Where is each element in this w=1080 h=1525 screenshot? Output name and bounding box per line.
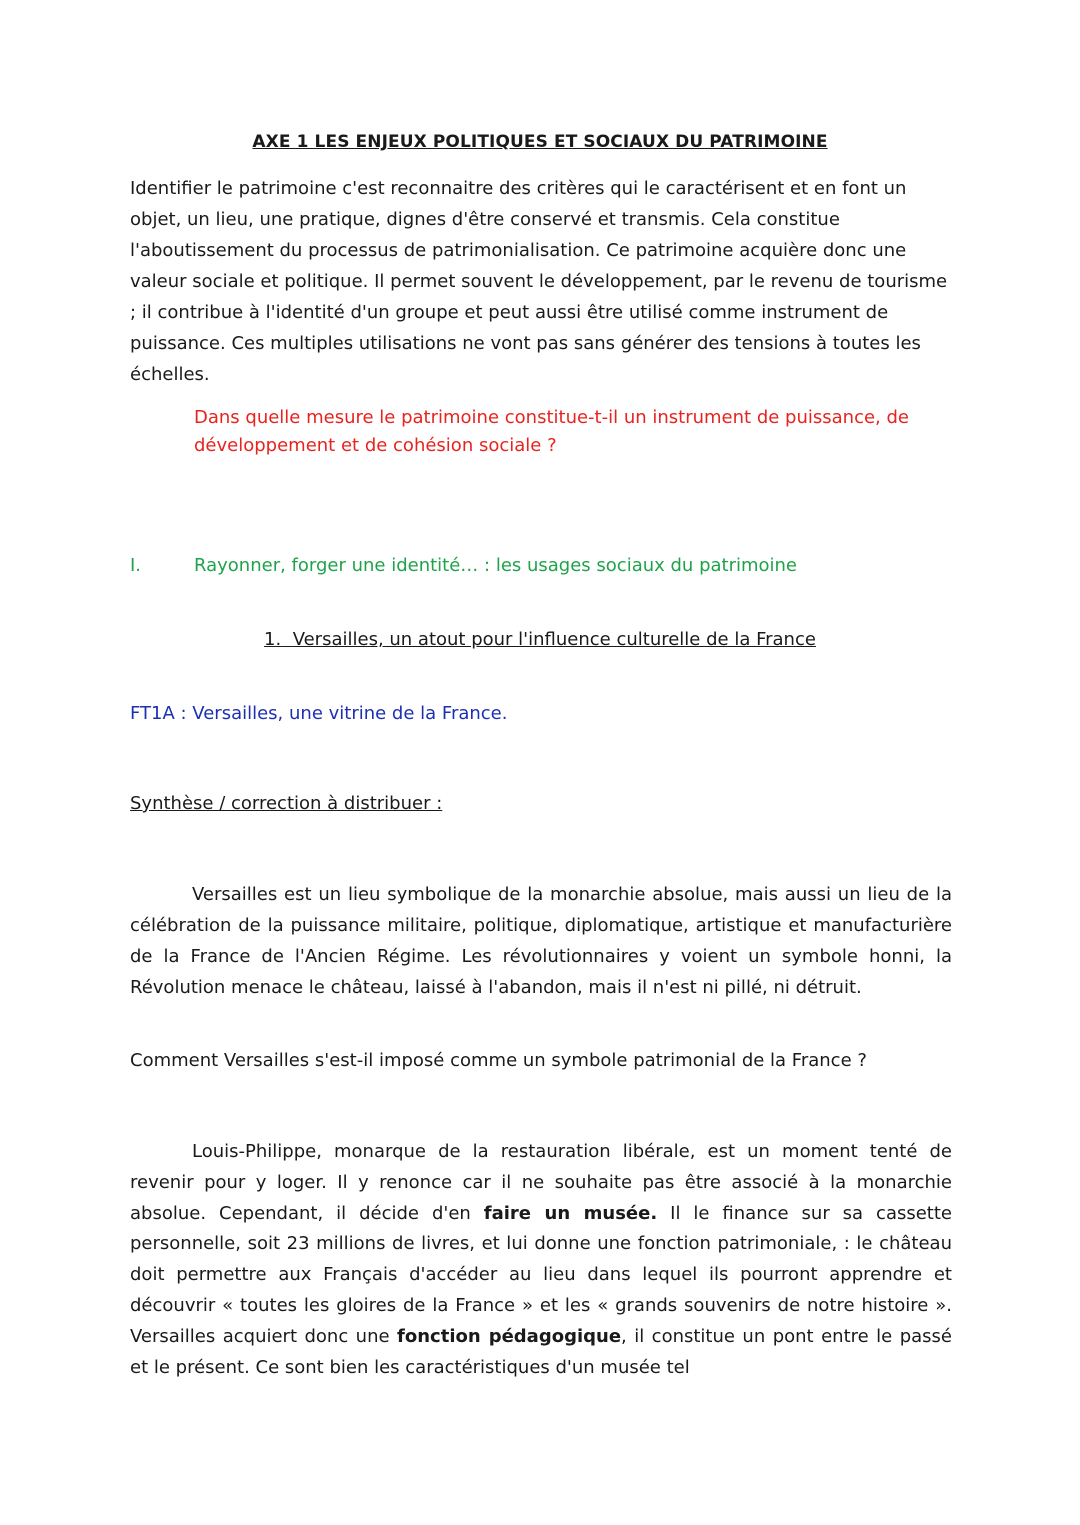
section-number: I.: [130, 555, 142, 576]
subsection-number: 1.: [264, 629, 282, 650]
problematique: Dans quelle mesure le patrimoine constitue-t-il un instrument de puissance, de développement et de cohésion sociale ?: [194, 407, 909, 456]
question: Comment Versailles s'est-il imposé comme un symbole patrimonial de la France ?: [130, 1050, 867, 1071]
synthese-label: Synthèse / correction à distribuer :: [130, 793, 443, 814]
fiche-reference: FT1A : Versailles, une vitrine de la France.: [130, 703, 508, 724]
document-title: AXE 1 LES ENJEUX POLITIQUES ET SOCIAUX DU PATRIMOINE: [252, 132, 828, 152]
section-heading: [130, 552, 952, 580]
paragraph2-part3: , il constitue un pont entre le passé et le présent. Ce sont bien les caractéristiques d'un musée tel: [130, 1325, 952, 1378]
paragraph2-part1: Louis-Philippe, monarque de la restauration libérale, est un moment tenté de revenir pour y loger. Il y renonce car il ne souhaite pas être associé à la monarchie absolue. Cependant, il décide d'en: [130, 1141, 952, 1224]
intro-paragraph: Identifier le patrimoine c'est reconnaitre des critères qui le caractérisent et en font un objet, un lieu, une pratique, dignes d'être conservé et transmis. Cela constitue l'aboutissement du processus de patrimonialisation. Ce patrimoine acquière donc une valeur sociale et politique. Il permet souvent le développement, par le revenu de tourisme ; il contribue à l'identité d'un groupe et peut aussi être utilisé comme instrument de puissance. Ces multiples utilisations ne vont pas sans générer des tensions à toutes les échelles.: [130, 178, 948, 385]
section-title: Rayonner, forger une identité… : les usages sociaux du patrimoine: [194, 555, 798, 576]
paragraph-louis-philippe: [130, 1137, 952, 1383]
subsection-heading: [0, 626, 1080, 654]
paragraph2-bold1: faire un musée.: [483, 1202, 658, 1224]
paragraph2-part2: Il le finance sur sa cassette personnelle, soit 23 millions de livres, et lui donne une fonction patrimoniale, : le château doit permettre aux Français d'accéder au lieu dans lequel ils pourront apprendre et découvrir « toutes les gloires de la France » et les « grands souvenirs de notre histoire ». Versailles acquiert donc une: [130, 1202, 952, 1347]
subsection-title: Versailles, un atout pour l'influence culturelle de la France: [292, 629, 816, 650]
paragraph-versailles: Versailles est un lieu symbolique de la monarchie absolue, mais aussi un lieu de la célébration de la puissance militaire, politique, diplomatique, artistique et manufacturière de la France de l'Ancien Régime. Les révolutionnaires y voient un symbole honni, la Révolution menace le château, laissé à l'abandon, mais il n'est ni pillé, ni détruit.: [130, 884, 952, 998]
paragraph2-bold2: fonction pédagogique: [397, 1325, 622, 1347]
